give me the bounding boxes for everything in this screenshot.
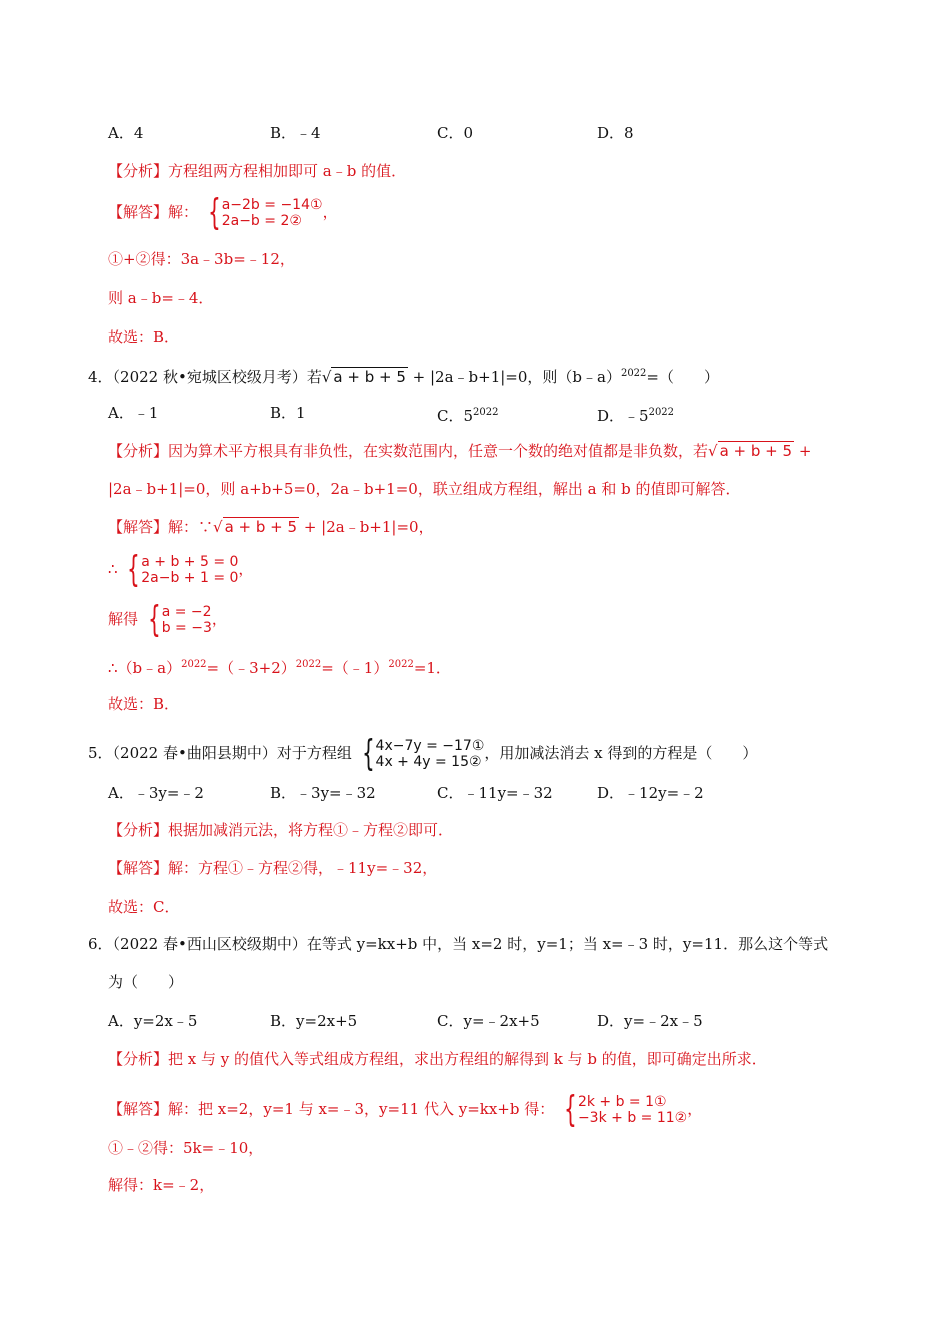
q5-option-c: C．﹣11y=﹣32 [437,784,553,802]
answer-text: 解：把 x=2，y=1 与 x=﹣3，y=11 代入 y=kx+b 得： [168,1100,555,1118]
punctuation: ， [322,203,338,221]
q3-option-c: C．0 [437,124,474,142]
exponent: 2022 [473,407,499,418]
q3-option-b: B．﹣4 [270,124,321,142]
stem-end: =（ ） [646,368,719,386]
q6-step1: ①﹣②得：5k=﹣10， [108,1139,264,1157]
system-row: 2a−b = 2② [221,213,302,229]
equation-system [357,733,485,774]
q6-stem-line1: 6．（2022 春•西山区校级期中）在等式 y=kx+b 中，当 x=2 时，y=1；当 x=﹣3 时，y=11．那么这个等式 [88,935,829,953]
sqrt [213,517,299,537]
answer-tag: 【解答】 [108,859,169,877]
answer-text: 解：方程①﹣方程②得，﹣11y=﹣32， [168,859,438,877]
q4-option-a: A．﹣1 [108,404,159,422]
therefore-icon: ∴ [108,560,118,578]
answer-tag: 【解答】 [108,203,169,221]
q3-answer [108,192,338,233]
option-text: D．﹣5 [597,407,649,425]
analysis-tag: 【分析】 [108,442,169,460]
answer-tag: 【解答】 [108,1100,169,1118]
exponent: 2022 [181,659,207,670]
analysis-text: 根据加减消元法，将方程①﹣方程②即可． [168,821,454,839]
sqrt-icon: √ [213,518,223,536]
stem-prefix: 4．（2022 秋•宛城区校级月考）若 [88,368,322,386]
brace-icon: { [147,599,161,640]
solve-label: 解得 [108,610,139,628]
q3-option-a: A．4 [108,124,144,142]
q5-option-a: A．﹣3y=﹣2 [108,784,204,802]
q5-analysis [108,820,453,840]
q6-option-b: B．y=2x+5 [270,1012,358,1030]
stem-suffix: + |2a﹣b+1|=0，则（b﹣a） [407,368,621,386]
q5-option-b: B．﹣3y=﹣32 [270,784,376,802]
system-row: a + b + 5 = 0 [141,554,239,570]
punctuation: ， [211,610,227,628]
answer-tag: 【解答】 [108,518,169,536]
exponent: 2022 [295,659,322,670]
q6-option-a: A．y=2x﹣5 [108,1012,198,1030]
brace-icon: { [361,733,375,774]
q4-option-d [597,403,674,426]
result-part: =1． [413,659,451,677]
analysis-tag: 【分析】 [108,821,169,839]
q3-step2: 则 a﹣b=﹣4． [108,289,214,307]
punctuation: ， [238,560,254,578]
q5-option-d: D．﹣12y=﹣2 [597,784,704,802]
equation-system [143,599,212,640]
q4-analysis-line2: |2a﹣b+1|=0，则 a+b+5=0，2a﹣b+1=0，联立组成方程组，解出 a 和 b 的值即可解答． [108,480,741,498]
stem-suffix: ，用加减法消去 x 得到的方程是（ ） [484,744,758,762]
system-row: 4x−7y = −17① [375,738,485,754]
radicand: a + b + 5 [224,518,298,536]
q4-system2 [108,599,227,640]
answer-intro: 解： [168,203,199,221]
q3-option-d: D．8 [597,124,634,142]
q4-option-b: B．1 [270,404,306,422]
radicand: a + b + 5 [333,368,406,386]
system-row: 2a−b + 1 = 0 [141,570,239,586]
system-row: 4x + 4y = 15② [375,754,482,770]
sqrt-icon: √ [321,368,332,386]
brace-icon: { [127,549,141,590]
exponent: 2022 [648,407,675,418]
plus: + [794,442,812,460]
answer-intro: 解：∵ [168,518,214,536]
analysis-text: 方程组两方程相加即可 a﹣b 的值． [168,162,407,180]
q3-analysis [108,161,406,181]
q5-stem [88,733,758,774]
equation-system [203,192,323,233]
system-row: −3k + b = 11② [577,1110,688,1126]
q6-analysis [108,1049,767,1069]
q6-step2: 解得：k=﹣2， [108,1176,215,1194]
q6-option-d: D．y=﹣2x﹣5 [597,1012,703,1030]
brace-icon: { [207,192,221,233]
analysis-tag: 【分析】 [108,1050,169,1068]
q5-answer [108,858,437,878]
q4-answer [108,517,434,537]
answer-suffix: + |2a﹣b+1|=0， [299,518,434,536]
system-row: 2k + b = 1① [577,1094,667,1110]
radicand: a + b + 5 [719,442,793,460]
system-row: a−2b = −14① [221,197,323,213]
system-row: a = −2 [161,604,212,620]
q3-choice: 故选：B． [108,328,180,346]
q6-answer [108,1089,703,1130]
brace-icon: { [564,1089,577,1130]
q4-result [108,655,451,678]
exponent: 2022 [620,368,647,379]
result-part: =（﹣1） [321,659,389,677]
stem-prefix: 5．（2022 春•曲阳县期中）对于方程组 [88,744,352,762]
sqrt [708,441,794,461]
analysis-text: 因为算术平方根具有非负性，在实数范围内，任意一个数的绝对值都是非负数，若 [168,442,709,460]
q5-choice: 故选：C． [108,898,180,916]
equation-system [122,549,239,590]
option-text: C．5 [437,407,474,425]
q6-option-c: C．y=﹣2x+5 [437,1012,540,1030]
q4-system1 [108,549,254,590]
analysis-tag: 【分析】 [108,162,169,180]
q4-option-c [437,403,498,426]
q4-stem [88,364,719,387]
sqrt [322,367,408,387]
q6-stem-line2: 为（ ） [108,973,184,991]
exponent: 2022 [388,659,414,670]
punctuation: ， [687,1100,703,1118]
result-part: =（﹣3+2） [206,659,296,677]
q4-analysis-line1 [108,441,811,461]
result-part: ∴（b﹣a） [108,659,182,677]
q4-choice: 故选：B． [108,695,180,713]
equation-system [559,1089,688,1130]
analysis-text: 把 x 与 y 的值代入等式组成方程组，求出方程组的解得到 k 与 b 的值，即可确定出所求． [168,1050,767,1068]
q3-step1: ①+②得：3a﹣3b=﹣12， [108,250,295,268]
sqrt-icon: √ [708,442,718,460]
system-row: b = −3 [161,620,212,636]
